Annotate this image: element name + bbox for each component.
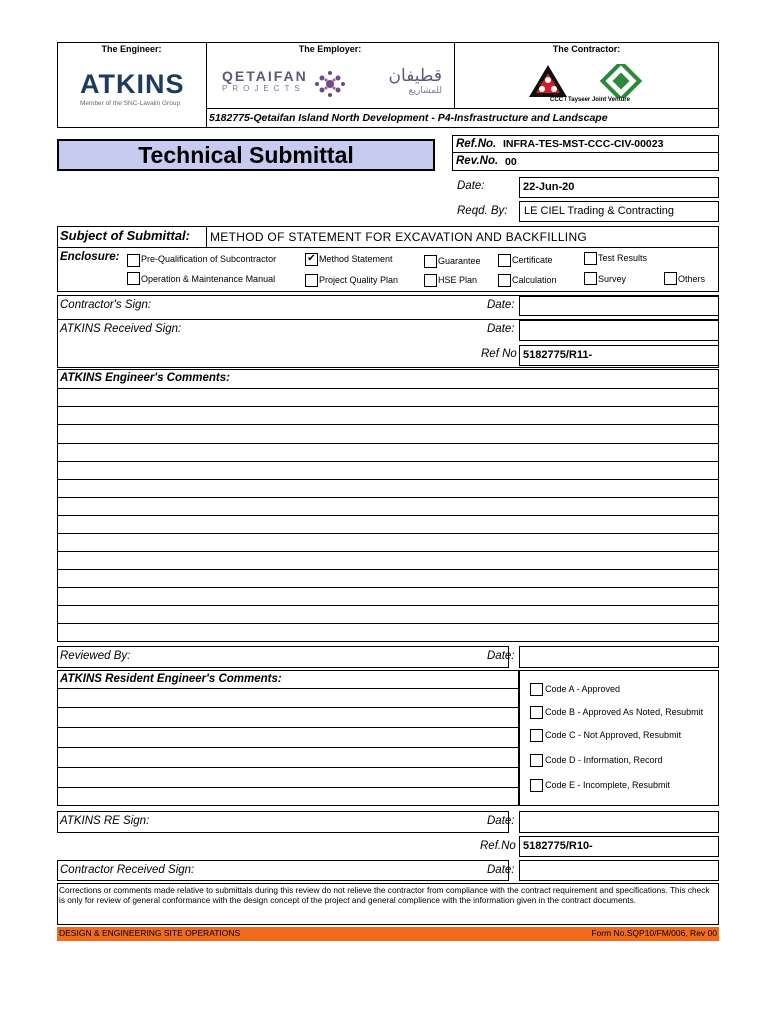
- enclosure-item-method-statement: Method Statement: [319, 254, 393, 264]
- checkbox-code-d[interactable]: [530, 754, 543, 767]
- code-b-label: Code B - Approved As Noted, Resubmit: [545, 706, 704, 717]
- rev-no-value: 00: [505, 156, 517, 168]
- comment-line: [57, 443, 719, 444]
- contractor-received-date-field[interactable]: [519, 860, 719, 881]
- page-title: Technical Submittal: [138, 142, 354, 168]
- subject-divider-v: [206, 226, 207, 247]
- comment-line: [57, 569, 719, 570]
- enclosure-item-test-results: Test Results: [598, 253, 648, 263]
- comment-line: [57, 587, 719, 588]
- atkins-logo: [80, 70, 190, 107]
- checkbox-method-statement[interactable]: [305, 253, 318, 266]
- header-divider-h: [206, 108, 719, 109]
- contractor-caption: CCC / Tayseer Joint Venture: [550, 97, 630, 103]
- rev-no-label: Rev.No.: [456, 155, 499, 167]
- re-ref-no-label: Ref.No: [480, 840, 516, 852]
- checkbox-code-e[interactable]: [530, 779, 543, 792]
- signature-date-label-1: Date:: [487, 299, 515, 311]
- tayseer-logo-icon: [600, 64, 642, 98]
- atkins-received-label: ATKINS Received Sign:: [60, 323, 182, 335]
- subject-value[interactable]: METHOD OF STATEMENT FOR EXCAVATION AND BACKFILLING: [210, 230, 588, 244]
- reqd-field[interactable]: LE CIEL Trading & Contracting: [519, 201, 719, 222]
- employer-label: The Employer:: [298, 44, 362, 54]
- checkbox-code-c[interactable]: [530, 729, 543, 742]
- checkbox-hse-plan[interactable]: [424, 274, 437, 287]
- comment-line: [57, 533, 719, 534]
- checkbox-om-manual[interactable]: [127, 272, 140, 285]
- atkins-received-date-field[interactable]: [519, 320, 719, 341]
- atkins-tagline: Member of the SNC-Lavalin Group: [80, 100, 181, 107]
- header-divider-1: [206, 42, 207, 128]
- comment-line: [57, 605, 719, 606]
- contractor-received-date-label: Date:: [487, 864, 515, 876]
- checkbox-others[interactable]: [664, 272, 677, 285]
- date-field[interactable]: 22-Jun-20: [519, 177, 719, 198]
- code-d-label: Code D - Information, Record: [545, 754, 663, 765]
- reviewed-date-field[interactable]: [519, 646, 719, 668]
- signature-ref-no-label: Ref No: [481, 348, 517, 360]
- checkbox-code-a[interactable]: [530, 683, 543, 696]
- contractor-label: The Contractor:: [552, 44, 621, 54]
- contractor-sign-label: Contractor's Sign:: [60, 299, 152, 311]
- re-sign-date-label: Date:: [487, 815, 515, 827]
- atkins-logo-text: ATKINS: [80, 69, 185, 99]
- project-line: 5182775-Qetaifan Island North Development - P4-Insfrastructure and Landscape: [209, 112, 608, 124]
- reviewed-date-label: Date:: [487, 650, 515, 662]
- qetaifan-arabic: قطيفان: [388, 66, 442, 86]
- qetaifan-logo-sub: PROJECTS: [222, 84, 305, 93]
- resident-comment-line: [57, 707, 519, 708]
- code-a-label: Code A - Approved: [545, 683, 621, 694]
- checkbox-quality-plan[interactable]: [305, 274, 318, 287]
- code-a-option[interactable]: [530, 683, 620, 696]
- qetaifan-emblem-icon: [310, 66, 350, 102]
- checkbox-prequalification[interactable]: [127, 254, 140, 267]
- qetaifan-logo-text: QETAIFAN: [222, 68, 308, 84]
- enclosure-item-calculation: Calculation: [512, 275, 557, 285]
- ccc-logo-icon: [528, 64, 568, 98]
- comment-line: [57, 461, 719, 462]
- comment-line: [57, 479, 719, 480]
- comment-line: [57, 388, 719, 389]
- code-e-label: Code E - Incomplete, Resubmit: [545, 779, 671, 790]
- code-c-option[interactable]: [530, 729, 681, 742]
- resident-comment-line: [57, 688, 519, 689]
- re-sign-date-field[interactable]: [519, 811, 719, 833]
- footer-right: Form No.SQP10/FM/006, Rev 00: [591, 928, 717, 938]
- resident-comment-line: [57, 767, 519, 768]
- resident-comment-line: [57, 727, 519, 728]
- enclosure-item-others: Others: [678, 274, 706, 284]
- reqd-label: Reqd. By:: [457, 205, 508, 217]
- re-ref-no-field[interactable]: 5182775/R10-: [519, 836, 719, 857]
- ref-no-label: Ref.No.: [456, 138, 497, 150]
- checkmark-icon: ✔: [307, 253, 316, 264]
- code-c-label: Code C - Not Approved, Resubmit: [545, 729, 682, 740]
- checkbox-test-results[interactable]: [584, 252, 597, 265]
- engineer-comments-box: [57, 369, 719, 642]
- enclosure-item-survey: Survey: [598, 274, 627, 284]
- enclosure-item-quality-plan: Project Quality Plan: [319, 275, 399, 285]
- subject-label: Subject of Submittal:: [60, 228, 190, 243]
- ref-no-value: INFRA-TES-MST-CCC-CIV-00023: [503, 138, 664, 150]
- signature-ref-no-field[interactable]: 5182775/R11-: [519, 345, 719, 366]
- resident-comment-line: [57, 787, 519, 788]
- disclaimer-text: Corrections or comments made relative to submittals during this review do not relieve the contractor from compliance with the contract requirement and specifications. This check is only for review of general conformance with the design concept of the project and general complience with the information given in the contract documents.: [59, 885, 710, 905]
- checkbox-survey[interactable]: [584, 272, 597, 285]
- resident-comments-box: [57, 670, 519, 806]
- signature-date-label-2: Date:: [487, 323, 515, 335]
- engineer-label: The Engineer:: [101, 44, 162, 54]
- checkbox-guarantee[interactable]: [424, 255, 437, 268]
- checkbox-calculation[interactable]: [498, 274, 511, 287]
- comment-line: [57, 424, 719, 425]
- re-sign-label: ATKINS RE Sign:: [60, 815, 150, 827]
- enclosure-label: Enclosure:: [60, 251, 120, 263]
- comment-line: [57, 497, 719, 498]
- qetaifan-logo: [222, 66, 442, 102]
- qetaifan-arabic-sub: للمشاريع: [408, 86, 442, 96]
- checkbox-code-b[interactable]: [530, 706, 543, 719]
- enclosure-item-om-manual: Operation & Maintenance Manual: [141, 274, 276, 284]
- enclosure-item-hse-plan: HSE Plan: [438, 275, 478, 285]
- comment-line: [57, 406, 719, 407]
- contractor-sign-date-field[interactable]: [519, 296, 719, 316]
- reviewed-by-label: Reviewed By:: [60, 650, 131, 662]
- ref-rev-divider: [452, 152, 719, 153]
- enclosure-item-guarantee: Guarantee: [438, 256, 481, 266]
- footer-left: DESIGN & ENGINEERING SITE OPERATIONS: [59, 928, 241, 938]
- checkbox-certificate[interactable]: [498, 254, 511, 267]
- contractor-received-label: Contractor Received Sign:: [60, 864, 195, 876]
- enclosure-item-prequalification: Pre-Qualification of Subcontractor: [141, 254, 277, 264]
- comment-line: [57, 623, 719, 624]
- comment-line: [57, 551, 719, 552]
- date-label: Date:: [457, 180, 485, 192]
- subject-divider-h: [57, 247, 719, 248]
- code-d-option[interactable]: [530, 754, 663, 767]
- enclosure-item-certificate: Certificate: [512, 255, 553, 265]
- code-e-option[interactable]: [530, 779, 670, 792]
- comment-line: [57, 515, 719, 516]
- code-b-option[interactable]: [530, 706, 703, 719]
- engineer-comments-label: ATKINS Engineer's Comments:: [60, 372, 230, 384]
- resident-comments-label: ATKINS Resident Engineer's Comments:: [60, 673, 282, 685]
- resident-comment-line: [57, 747, 519, 748]
